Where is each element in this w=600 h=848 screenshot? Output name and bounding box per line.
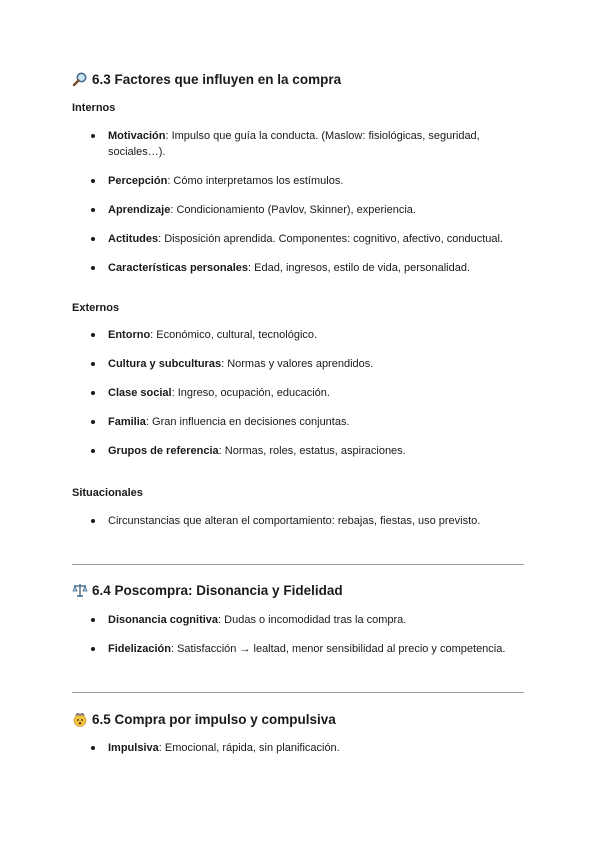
list-item: Impulsiva: Emocional, rápida, sin planificación. xyxy=(72,740,512,756)
list-item: Clase social: Ingreso, ocupación, educación. xyxy=(72,385,512,401)
list-item: Actitudes: Disposición aprendida. Componentes: cognitivo, afectivo, conductual. xyxy=(72,231,512,247)
list-item: Cultura y subculturas: Normas y valores aprendidos. xyxy=(72,356,512,372)
list-item: Grupos de referencia: Normas, roles, estatus, aspiraciones. xyxy=(72,443,512,459)
section-title: 6.3 Factores que influyen en la compra xyxy=(92,71,342,87)
subheading-internos: Internos xyxy=(72,102,116,114)
horizontal-divider xyxy=(72,564,524,565)
section-heading-6-3 xyxy=(72,71,341,87)
exploding-head-icon xyxy=(72,711,88,727)
section-heading-6-5 xyxy=(72,711,336,727)
list-internos xyxy=(72,128,512,276)
list-item: Aprendizaje: Condicionamiento (Pavlov, Skinner), experiencia. xyxy=(72,202,512,218)
section-heading-6-4 xyxy=(72,582,343,598)
list-item: Entorno: Económico, cultural, tecnológico. xyxy=(72,327,512,343)
list-item: Fidelización: Satisfacción → lealtad, menor sensibilidad al precio y competencia. xyxy=(72,641,512,657)
list-impulso xyxy=(72,740,512,756)
magnifier-icon xyxy=(72,71,88,87)
subheading-externos: Externos xyxy=(72,302,120,314)
list-item: Circunstancias que alteran el comportamiento: rebajas, fiestas, uso previsto. xyxy=(72,513,512,529)
list-item: Familia: Gran influencia en decisiones conjuntas. xyxy=(72,414,512,430)
list-item: Disonancia cognitiva: Dudas o incomodidad tras la compra. xyxy=(72,612,512,628)
list-situacionales xyxy=(72,513,512,529)
horizontal-divider xyxy=(72,692,524,693)
balance-scale-icon xyxy=(72,582,88,598)
list-externos xyxy=(72,327,512,459)
list-item: Percepción: Cómo interpretamos los estímulos. xyxy=(72,173,512,189)
section-title: 6.5 Compra por impulso y compulsiva xyxy=(92,711,336,727)
list-item: Características personales: Edad, ingresos, estilo de vida, personalidad. xyxy=(72,260,512,276)
list-poscompra xyxy=(72,612,512,657)
section-title: 6.4 Poscompra: Disonancia y Fidelidad xyxy=(92,582,343,598)
subheading-situacionales: Situacionales xyxy=(72,487,143,499)
list-item: Motivación: Impulso que guía la conducta. (Maslow: fisiológicas, seguridad, sociales…). xyxy=(72,128,512,160)
